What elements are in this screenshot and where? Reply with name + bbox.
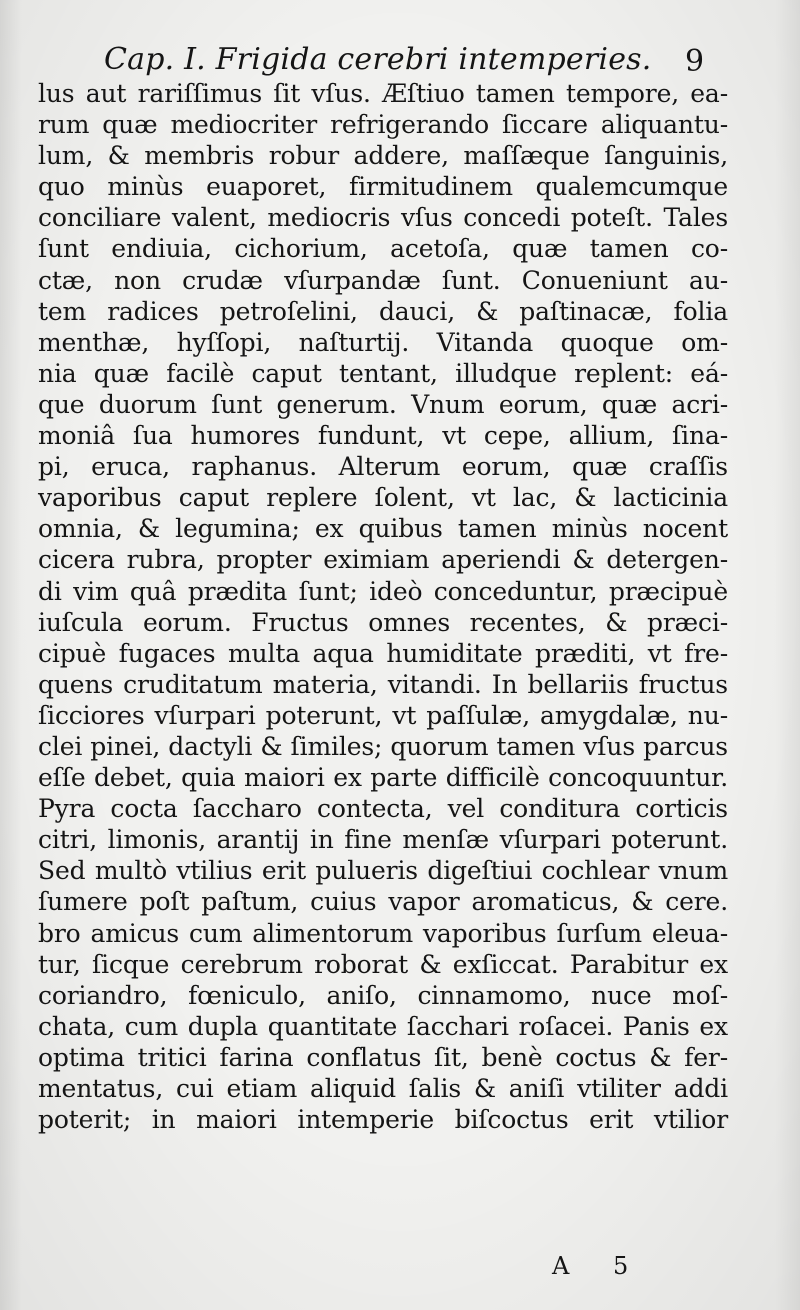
text-line: iuſcula eorum. Fructus omnes recentes, & præci- xyxy=(38,607,728,637)
text-line: vaporibus caput replere ſolent, vt lac, & lacticinia xyxy=(38,483,728,513)
text-line: bro amicus cum alimentorum vaporibus ſurſum eleua- xyxy=(38,918,728,948)
text-line: rum quæ mediocriter refrigerando ſiccare aliquantu- xyxy=(38,110,728,140)
text-line: que duorum ſunt generum. Vnum eorum, quæ acri- xyxy=(38,389,728,419)
text-line: coriandro, fœniculo, aniſo, cinnamomo, nuce moſ- xyxy=(38,980,728,1010)
text-line: cicera rubra, propter eximiam aperiendi & detergen- xyxy=(38,545,728,575)
text-line: quens cruditatum materia, vitandi. In bellariis fructus xyxy=(38,669,728,699)
text-line: clei pinei, dactyli & ſimiles; quorum tamen vſus parcus xyxy=(38,731,728,761)
signature-mark: A 5 xyxy=(552,1252,647,1280)
text-line: lus aut rariſſimus ſit vſus. Æſtiuo tamen tempore, ea- xyxy=(38,79,728,108)
text-line: di vim quâ prædita ſunt; ideò conceduntur, præcipuè xyxy=(38,576,728,606)
text-line: eſſe debet, quia maiori ex parte difficilè concoquuntur. xyxy=(38,763,728,793)
text-line: tur, ſicque cerebrum roborat & exſiccat. Parabitur ex xyxy=(38,949,728,979)
text-line: ctæ, non crudæ vſurpandæ ſunt. Conueniunt au- xyxy=(38,265,728,295)
text-line: moniâ ſua humores fundunt, vt cepe, allium, ſina- xyxy=(38,421,728,451)
text-line: citri, limonis, arantij in fine menſæ vſurpari poterunt. xyxy=(38,825,728,855)
text-line: omnia, & legumina; ex quibus tamen minùs nocent xyxy=(38,514,728,544)
text-line: pi, eruca, raphanus. Alterum eorum, quæ craſſis xyxy=(38,452,728,482)
text-line: ſicciores vſurpari poterunt, vt paſſulæ, amygdalæ, nu- xyxy=(38,700,728,730)
text-line: cipuè fugaces multa aqua humiditate præditi, vt fre- xyxy=(38,638,728,668)
text-line: optima tritici farina conflatus ſit, benè coctus & fer- xyxy=(38,1042,728,1072)
text-line: menthæ, hyſſopi, naſturtij. Vitanda quoque om- xyxy=(38,327,728,357)
text-line: ſunt endiuia, cichorium, acetoſa, quæ tamen co- xyxy=(38,234,728,264)
text-line: Sed multò vtilius erit pulueris digeſtiui cochlear vnum xyxy=(38,856,728,886)
text-line: Pyra cocta ſaccharo contecta, vel conditura corticis xyxy=(38,794,728,824)
page-header xyxy=(0,42,800,82)
body-text xyxy=(38,78,728,1135)
text-line: lum, & membris robur addere, maſſæque ſanguinis, xyxy=(38,141,728,171)
text-line: poterit; in maiori intemperie biſcoctus erit vtilior xyxy=(38,1105,728,1135)
text-line: chata, cum dupla quantitate ſacchari roſacei. Panis ex xyxy=(38,1011,728,1041)
text-line: nia quæ facilè caput tentant, illudque replent: eá- xyxy=(38,358,728,388)
text-line: quo minùs euaporet, firmitudinem qualemcumque xyxy=(38,172,728,202)
page-number: 9 xyxy=(685,44,705,79)
running-title: Cap. I. Frigida cerebri intemperies. xyxy=(104,42,652,77)
text-line: tem radices petroſelini, dauci, & paſtinacæ, folia xyxy=(38,296,728,326)
text-line: conciliare valent, mediocris vſus concedi poteſt. Tales xyxy=(38,203,728,233)
text-line: mentatus, cui etiam aliquid ſalis & aniſi vtiliter addi xyxy=(38,1074,728,1103)
text-line: ſumere poſt paſtum, cuius vapor aromaticus, & cere. xyxy=(38,887,728,917)
